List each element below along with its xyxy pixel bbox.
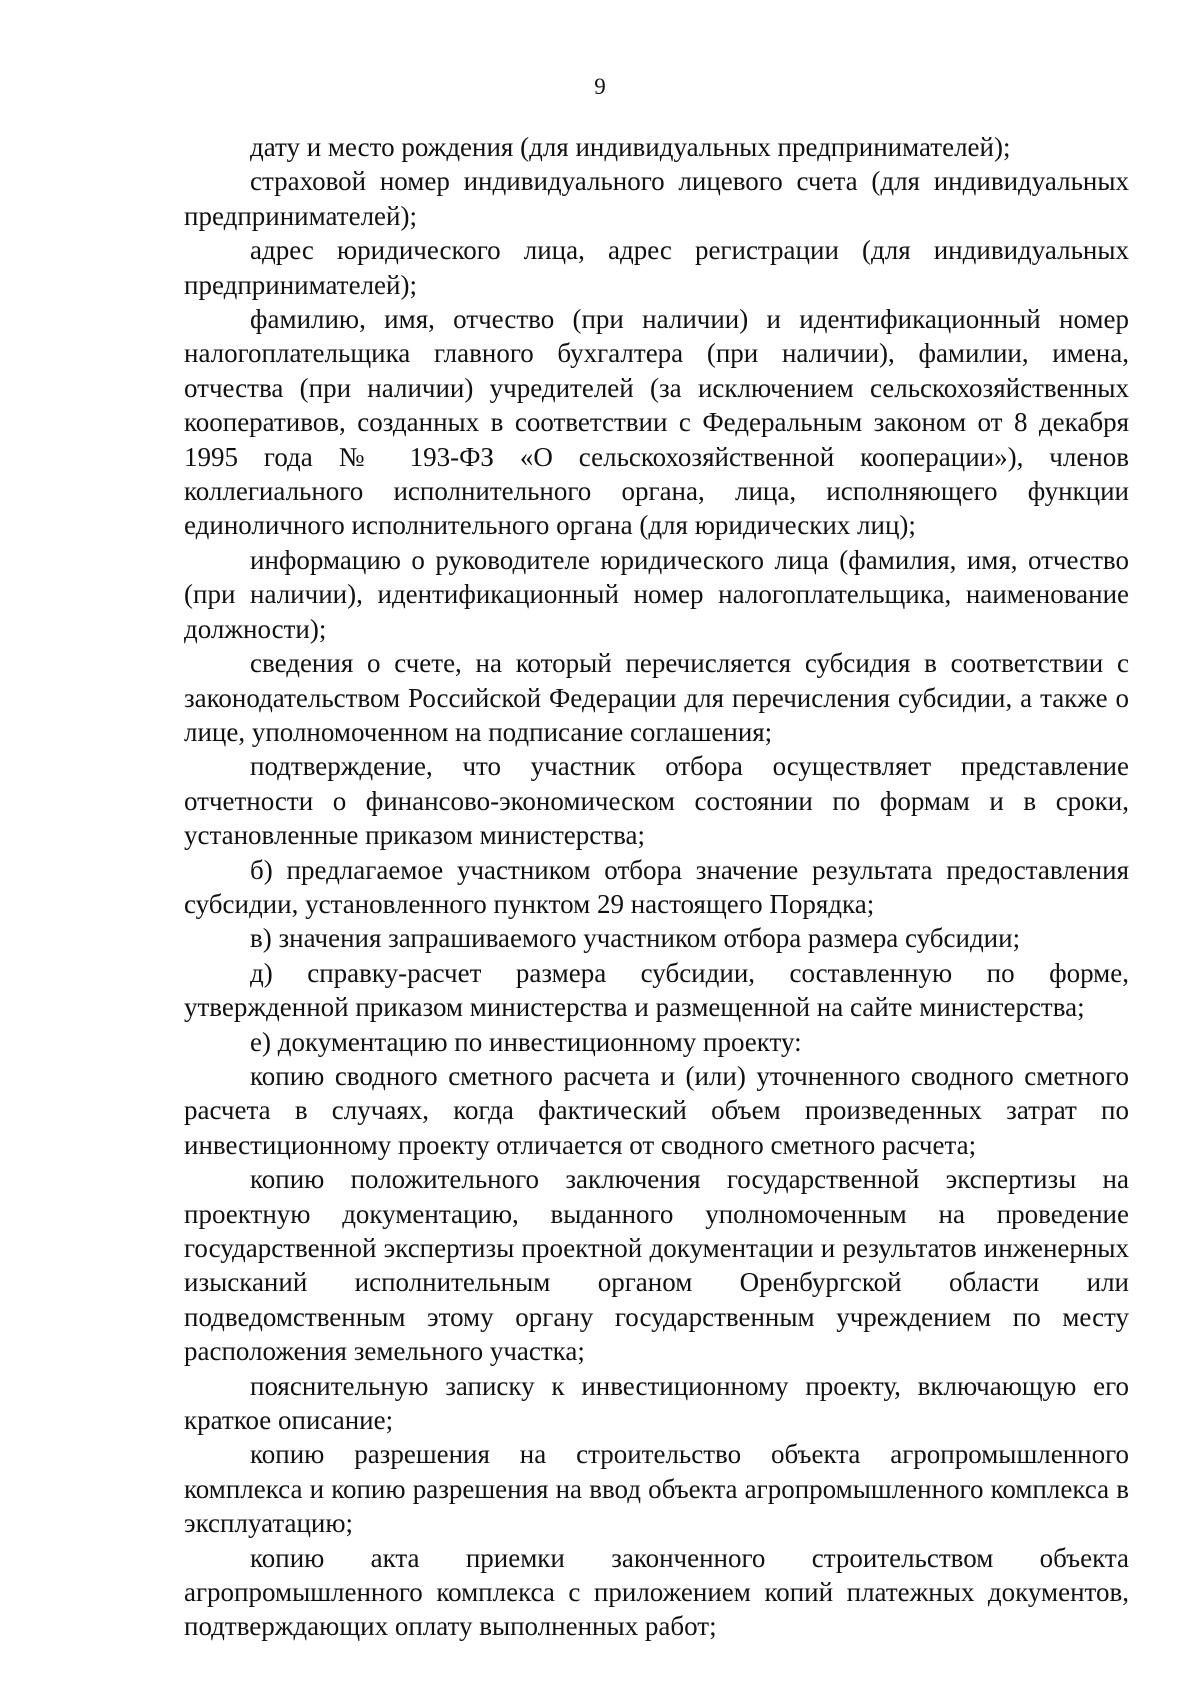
paragraph-head-info: информацию о руководителе юридического лица (фамилия, имя, отчество (при наличии), идентификационный номер налогоплательщика, наименование должности); [184, 544, 1129, 644]
paragraph-birth-date: дату и место рождения (для индивидуальных предпринимателей); [250, 132, 1011, 162]
paragraph-insurance-number: страховой номер индивидуального лицевого счета (для индивидуальных предпринимателей); [184, 166, 1129, 231]
paragraph-estimate-copy: копию сводного сметного расчета и (или) уточненного сводного сметного расчета в случаях, когда фактический объем произведенных затрат по инвестиционному проекту отличается от сводного сметного расчета; [184, 1060, 1129, 1160]
paragraph-expertise-copy: копию положительного заключения государственной экспертизы на проектную документацию, выданного уполномоченным на проведение государственной экспертизы проектной документации и результатов инженерных изысканий исполнительным органом Оренбургской области или подведомственным этому органу государственным учреждением по месту расположения земельного участка; [184, 1164, 1129, 1367]
paragraph-explanatory-note: пояснительную записку к инвестиционному проекту, включающую его краткое описание; [184, 1370, 1129, 1436]
paragraph-acceptance-act: копию акта приемки законченного строительством объекта агропромышленного комплекса с приложением копий платежных документов, подтверждающих оплату выполненных работ; [184, 1542, 1129, 1642]
document-body [184, 130, 1129, 1644]
paragraph-permit-copy: копию разрешения на строительство объекта агропромышленного комплекса и копию разрешения на ввод объекта агропромышленного комплекса в эксплуатацию; [184, 1439, 1129, 1539]
paragraph-item-v: в) значения запрашиваемого участником отбора размера субсидии; [250, 923, 1021, 954]
paragraph-reporting-confirmation: подтверждение, что участник отбора осуществляет представление отчетности о финансово-экономическом состоянии по формам и в сроки, установленные приказом министерства; [184, 751, 1129, 851]
paragraph-item-e: е) документацию по инвестиционному проекту: [250, 1026, 802, 1057]
page-number: 9 [594, 74, 606, 99]
paragraph-item-d: д) справку-расчет размера субсидии, составленную по форме, утвержденной приказом министерства и размещенной на сайте министерства; [184, 957, 1129, 1023]
paragraph-item-b: б) предлагаемое участником отбора значение результата предоставления субсидии, установленного пунктом 29 настоящего Порядка; [184, 854, 1129, 919]
paragraph-account-info: сведения о счете, на который перечисляется субсидия в соответствии с законодательством Российской Федерации для перечисления субсидии, а также о лице, уполномоченном на подписание соглашения; [184, 648, 1129, 747]
paragraph-founders: фамилию, имя, отчество (при наличии) и идентификационный номер налогоплательщика главного бухгалтера (при наличии), фамилии, имена, отчества (при наличии) учредителей (за исключением сельскохозяйственных кооперативов, созданных в соответствии с Федеральным законом от 8 декабря 1995 года № 193-ФЗ «О сельскохозяйственной кооперации»), членов коллегиального исполнительного органа, лица, исполняющего функции единоличного исполнительного органа (для юридических лиц); [184, 304, 1129, 541]
paragraph-address: адрес юридического лица, адрес регистрации (для индивидуальных предпринимателей); [184, 235, 1129, 300]
